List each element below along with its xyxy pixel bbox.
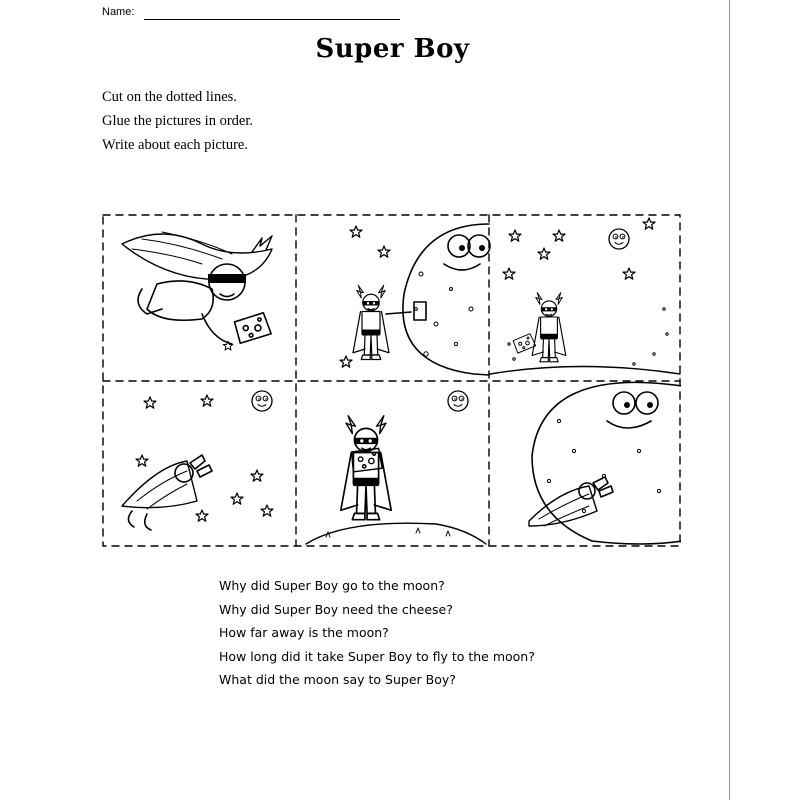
panel-2-cutting-moon-cheese: [340, 224, 490, 375]
panel-3-running-on-moon: [490, 218, 680, 374]
instructions-list: [102, 87, 253, 159]
question-why-cheese: Why did Super Boy need the cheese?: [219, 601, 453, 617]
panel-6-flying-to-moon: [529, 382, 681, 544]
name-label: Name:: [102, 6, 135, 18]
page-edge-divider: [729, 0, 730, 800]
question-how-far: How far away is the moon?: [219, 625, 389, 640]
question-how-long: How long did it take Super Boy to fly to the moon?: [219, 648, 535, 664]
worksheet-title: Super Boy: [315, 34, 470, 64]
instruction-glue: Glue the pictures in order.: [102, 113, 253, 129]
name-blank-line: [144, 19, 400, 20]
instruction-cut: Cut on the dotted lines.: [102, 89, 237, 105]
panels-svg: [102, 214, 681, 547]
picture-panels-grid: [102, 214, 681, 547]
instruction-write: Write about each picture.: [102, 137, 248, 153]
question-moon-say: What did the moon say to Super Boy?: [219, 672, 456, 687]
panel-1-flying-with-cheese: [122, 232, 272, 350]
questions-list: [219, 577, 535, 695]
panel-5-standing-with-cheese: [306, 391, 486, 544]
question-why-moon: Why did Super Boy go to the moon?: [219, 578, 445, 593]
panel-4-flying-through-stars: [122, 391, 273, 530]
